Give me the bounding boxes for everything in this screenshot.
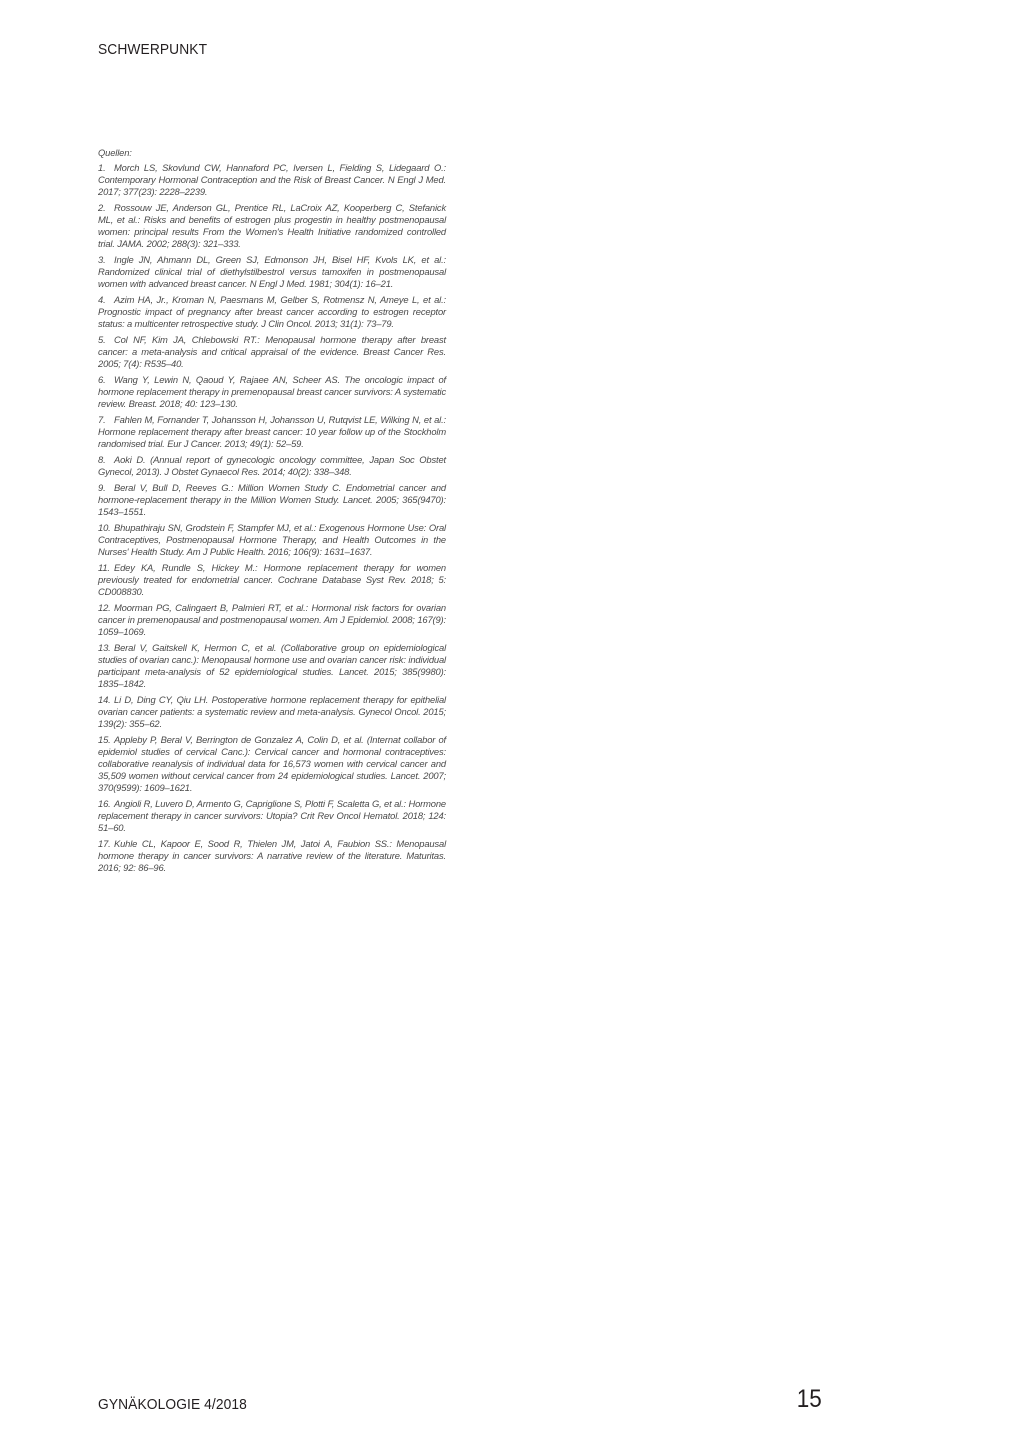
reference-text: Kuhle CL, Kapoor E, Sood R, Thielen JM, Jatoi A, Faubion SS.: Menopausal hormone therapy in cancer survivors: A narrative review of the literature. Maturitas. 2016; 92: 86–96.	[98, 838, 446, 873]
reference-text: Rossouw JE, Anderson GL, Prentice RL, LaCroix AZ, Kooperberg C, Stefanick ML, et al.: Risks and benefits of estrogen plus progestin in healthy postmenopausal women: principal results From the Women's Health Initiative randomized controlled trial. JAMA. 2002; 288(3): 321–333.	[98, 202, 446, 249]
reference-item	[98, 414, 446, 450]
reference-item	[98, 254, 446, 290]
reference-item	[98, 562, 446, 598]
references-heading: Quellen:	[98, 147, 132, 158]
reference-text: Fahlen M, Fornander T, Johansson H, Johansson U, Rutqvist LE, Wilking N, et al.: Hormone replacement therapy after breast cancer: 10 year follow up of the Stockholm randomised trial. Eur J Cancer. 2013; 49(1): 52–59.	[98, 414, 446, 449]
reference-number: 8.	[98, 454, 106, 465]
reference-item	[98, 374, 446, 410]
reference-item	[98, 454, 446, 478]
reference-item	[98, 162, 446, 198]
footer-journal-issue: GYNÄKOLOGIE 4/2018	[98, 1396, 247, 1413]
reference-text: Moorman PG, Calingaert B, Palmieri RT, et al.: Hormonal risk factors for ovarian cancer in premenopausal and postmenopausal women. Am J Epidemiol. 2008; 167(9): 1059–1069.	[98, 602, 446, 637]
reference-text: Beral V, Gaitskell K, Hermon C, et al. (Collaborative group on epidemiological studies of ovarian canc.): Menopausal hormone use and ovarian cancer risk: individual participant meta-analysis of 52 epidemiological studies. Lancet. 2015; 385(9980): 1835–1842.	[98, 642, 446, 689]
section-label: SCHWERPUNKT	[98, 41, 208, 58]
reference-item	[98, 642, 446, 690]
reference-number: 13.	[98, 642, 111, 653]
reference-text: Col NF, Kim JA, Chlebowski RT.: Menopausal hormone therapy after breast cancer: a meta-analysis and critical appraisal of the evidence. Breast Cancer Res. 2005; 7(4): R535–40.	[98, 334, 446, 369]
reference-number: 17.	[98, 838, 111, 849]
reference-number: 1.	[98, 162, 106, 173]
references-block	[98, 147, 446, 878]
reference-text: Bhupathiraju SN, Grodstein F, Stampfer MJ, et al.: Exogenous Hormone Use: Oral Contraceptives, Postmenopausal Hormone Therapy, and Health Outcomes in the Nurses' Health Study. Am J Public Health. 2016; 106(9): 1631–1637.	[98, 522, 446, 557]
references-list	[98, 162, 446, 874]
reference-text: Aoki D. (Annual report of gynecologic oncology committee, Japan Soc Obstet Gynecol, 2013). J Obstet Gynaecol Res. 2014; 40(2): 338–348.	[98, 454, 446, 477]
reference-number: 14.	[98, 694, 111, 705]
reference-number: 11.	[98, 562, 110, 573]
reference-number: 9.	[98, 482, 106, 493]
reference-number: 16.	[98, 798, 111, 809]
reference-number: 6.	[98, 374, 106, 385]
reference-item	[98, 602, 446, 638]
reference-text: Edey KA, Rundle S, Hickey M.: Hormone replacement therapy for women previously treated for endometrial cancer. Cochrane Database Syst Rev. 2018; 5: CD008830.	[98, 562, 446, 597]
reference-text: Morch LS, Skovlund CW, Hannaford PC, Iversen L, Fielding S, Lidegaard O.: Contemporary Hormonal Contraception and the Risk of Breast Cancer. N Engl J Med. 2017; 377(23): 2228–2239.	[98, 162, 446, 197]
reference-item	[98, 482, 446, 518]
reference-number: 15.	[98, 734, 111, 745]
reference-item	[98, 334, 446, 370]
reference-item	[98, 838, 446, 874]
reference-number: 7.	[98, 414, 106, 425]
reference-item	[98, 734, 446, 794]
reference-number: 5.	[98, 334, 106, 345]
reference-text: Appleby P, Beral V, Berrington de Gonzalez A, Colin D, et al. (Internat collabor of epidemiol studies of cervical Canc.): Cervical cancer and hormonal contraceptives: collaborative reanalysis of individual data for 16,573 women with cervical cancer and 35,509 women without cervical cancer from 24 epidemiological studies. Lancet. 2007; 370(9599): 1609–1621.	[98, 734, 446, 793]
reference-number: 12.	[98, 602, 111, 613]
reference-text: Angioli R, Luvero D, Armento G, Capriglione S, Plotti F, Scaletta G, et al.: Hormone replacement therapy in cancer survivors: Utopia? Crit Rev Oncol Hematol. 2018; 124: 51–60.	[98, 798, 446, 833]
reference-number: 3.	[98, 254, 106, 265]
reference-text: Azim HA, Jr., Kroman N, Paesmans M, Gelber S, Rotmensz N, Ameye L, et al.: Prognostic impact of pregnancy after breast cancer according to estrogen receptor status: a multicenter retrospective study. J Clin Oncol. 2013; 31(1): 73–79.	[98, 294, 446, 329]
reference-text: Wang Y, Lewin N, Qaoud Y, Rajaee AN, Scheer AS. The oncologic impact of hormone replacement therapy in premenopausal breast cancer survivors: A systematic review. Breast. 2018; 40: 123–130.	[98, 374, 446, 409]
reference-item	[98, 294, 446, 330]
reference-number: 10.	[98, 522, 111, 533]
page-number: 15	[796, 1385, 822, 1413]
reference-number: 4.	[98, 294, 106, 305]
reference-item	[98, 798, 446, 834]
reference-item	[98, 522, 446, 558]
reference-number: 2.	[98, 202, 106, 213]
reference-text: Beral V, Bull D, Reeves G.: Million Women Study C. Endometrial cancer and hormone-replacement therapy in the Million Women Study. Lancet. 2005; 365(9470): 1543–1551.	[98, 482, 446, 517]
reference-item	[98, 694, 446, 730]
reference-text: Ingle JN, Ahmann DL, Green SJ, Edmonson JH, Bisel HF, Kvols LK, et al.: Randomized clinical trial of diethylstilbestrol versus tamoxifen in postmenopausal women with advanced breast cancer. N Engl J Med. 1981; 304(1): 16–21.	[98, 254, 446, 289]
reference-item	[98, 202, 446, 250]
reference-text: Li D, Ding CY, Qiu LH. Postoperative hormone replacement therapy for epithelial ovarian cancer patients: a systematic review and meta-analysis. Gynecol Oncol. 2015; 139(2): 355–62.	[98, 694, 446, 729]
